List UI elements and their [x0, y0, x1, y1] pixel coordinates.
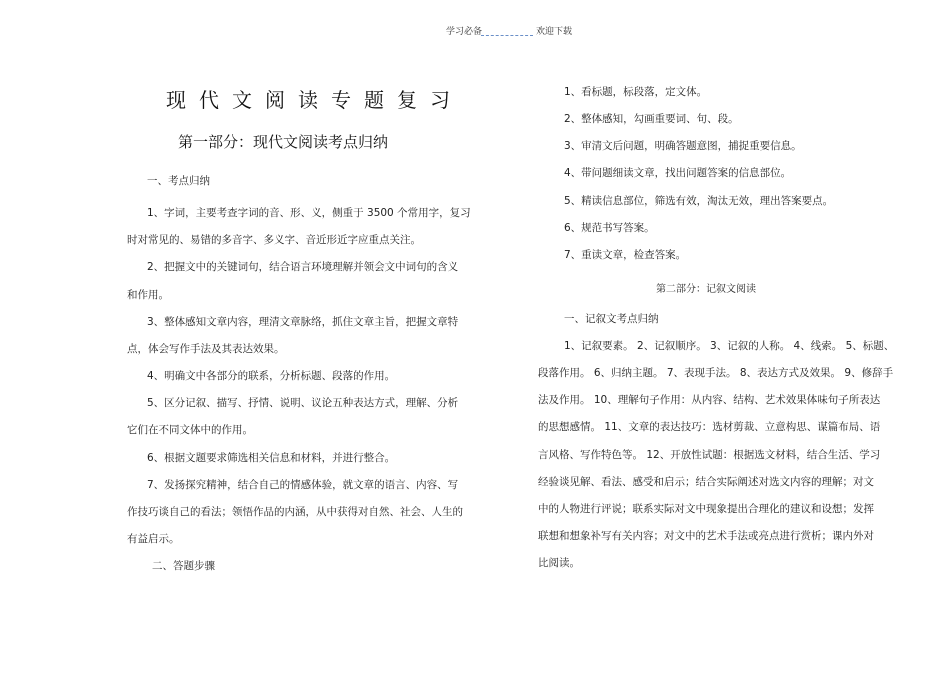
left-line: 作技巧谈自己的看法；领悟作品的内涵，从中获得对自然、社会、人生的 [127, 506, 463, 518]
left-line: 有益启示。 [127, 533, 180, 545]
right-line: 言风格、写作特色等。 12、开放性试题：根据选文材料，结合生活、学习 [538, 449, 881, 461]
left-line: 5、区分记叙、描写、抒情、说明、议论五种表达方式，理解、分析 [147, 397, 459, 409]
step-item: 5、精读信息部位，筛选有效，淘汰无效，理出答案要点。 [564, 195, 834, 207]
section-title-part1: 第一部分：现代文阅读考点归纳 [178, 133, 389, 151]
right-line: 经验谈见解、看法、感受和启示；结合实际阐述对选文内容的理解；对文 [538, 476, 874, 488]
header-divider [481, 35, 533, 36]
right-line: 联想和想象补写有关内容；对文中的艺术手法或亮点进行赏析；课内外对 [538, 530, 874, 542]
heading-dati-buzhou: 二、答题步骤 [152, 560, 215, 572]
heading-jixu-kaodian: 一、记叙文考点归纳 [564, 313, 659, 325]
left-line: 7、发扬探究精神，结合自己的情感体验，就文章的语言、内容、写 [147, 479, 459, 491]
left-line: 2、把握文中的关键词句，结合语言环境理解并领会文中词句的含义 [147, 261, 459, 273]
right-line: 中的人物进行评说；联系实际对文中现象提出合理化的建议和设想；发挥 [538, 503, 874, 515]
right-line: 比阅读。 [538, 557, 580, 569]
header-left: 学习必备 [446, 27, 483, 37]
left-line: 和作用。 [127, 289, 169, 301]
right-line: 法及作用。 10、理解句子作用：从内容、结构、艺术效果体味句子所表达 [538, 394, 881, 406]
right-line: 段落作用。 6、归纳主题。 7、表现手法。 8、表达方式及效果。 9、修辞手 [538, 367, 894, 379]
step-item: 7、重读文章，检查答案。 [564, 249, 687, 261]
step-item: 6、规范书写答案。 [564, 222, 655, 234]
header-right: 欢迎下载 [536, 27, 573, 37]
left-line: 1、字词，主要考查字词的音、形、义，侧重于 3500 个常用字，复习 [147, 207, 471, 219]
left-line: 4、明确文中各部分的联系，分析标题、段落的作用。 [147, 370, 396, 382]
left-line: 点，体会写作手法及其表达效果。 [127, 343, 285, 355]
left-line: 3、整体感知文章内容，理清文章脉络，抓住文章主旨，把握文章特 [147, 316, 459, 328]
step-item: 1、看标题，标段落，定文体。 [564, 86, 708, 98]
right-line: 的思想感情。 11、文章的表达技巧：选材剪裁、立意构思、谋篇布局、语 [538, 421, 881, 433]
left-line: 6、根据文题要求筛选相关信息和材料，并进行整合。 [147, 452, 396, 464]
left-line: 时对常见的、易错的多音字、多义字、音近形近字应重点关注。 [127, 234, 421, 246]
page-title: 现代文阅读专题复习 [166, 88, 463, 112]
left-line: 它们在不同文体中的作用。 [127, 424, 253, 436]
step-item: 3、审清文后问题，明确答题意图，捕捉重要信息。 [564, 140, 802, 152]
right-line: 1、记叙要素。 2、记叙顺序。 3、记叙的人称。 4、线索。 5、标题、 [564, 340, 895, 352]
step-item: 4、带问题细读文章，找出问题答案的信息部位。 [564, 167, 792, 179]
section-title-part2: 第二部分：记叙文阅读 [656, 284, 756, 295]
heading-kaodian: 一、考点归纳 [147, 175, 210, 187]
step-item: 2、整体感知，勾画重要词、句、段。 [564, 113, 739, 125]
